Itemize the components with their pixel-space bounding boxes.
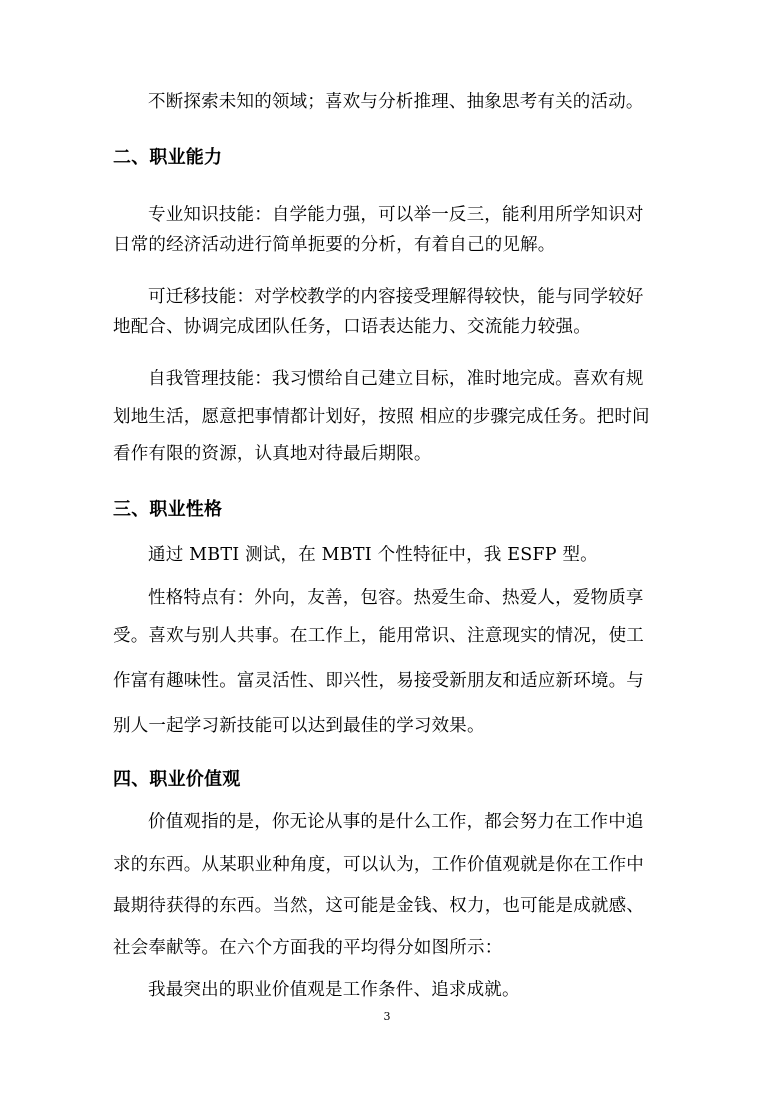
paragraph-line: 受。喜欢与别人共事。在工作上，能用常识、注意现实的情况，使工 — [113, 626, 644, 646]
paragraph-line: 社会奉献等。在六个方面我的平均得分如图所示： — [113, 938, 503, 958]
paragraph-line: 可迁移技能：对学校教学的内容接受理解得较快，能与同学较好 — [148, 287, 644, 307]
paragraph-line: 性格特点有：外向，友善，包容。热爱生命、热爱人，爱物质享 — [148, 588, 644, 608]
paragraph-line: 地配合、协调完成团队任务，口语表达能力、交流能力较强。 — [113, 317, 591, 337]
paragraph-line: 自我管理技能：我习惯给自己建立目标，准时地完成。喜欢有规 — [148, 369, 644, 389]
section-heading-ability: 二、职业能力 — [113, 147, 223, 168]
paragraph-line: 看作有限的资源，认真地对待最后期限。 — [113, 444, 432, 464]
paragraph-line: 求的东西。从某职业种角度，可以认为，工作价值观就是你在工作中 — [113, 855, 644, 875]
page-number: 3 — [383, 1010, 391, 1023]
paragraph-line: 专业知识技能：自学能力强，可以举一反三，能利用所学知识对 — [148, 205, 644, 225]
paragraph-line: 作富有趣味性。富灵活性、即兴性，易接受新朋友和适应新环境。与 — [113, 671, 644, 691]
section-heading-values: 四、职业价值观 — [113, 769, 241, 790]
paragraph-line: 别人一起学习新技能可以达到最佳的学习效果。 — [113, 716, 485, 736]
paragraph-line: 日常的经济活动进行简单扼要的分析，有着自己的见解。 — [113, 235, 556, 255]
paragraph-line: 价值观指的是，你无论从事的是什么工作，都会努力在工作中追 — [148, 812, 644, 832]
paragraph-line: 最期待获得的东西。当然，这可能是金钱、权力，也可能是成就感、 — [113, 896, 644, 916]
intro-line: 不断探索未知的领域；喜欢与分析推理、抽象思考有关的活动。 — [148, 92, 644, 112]
paragraph-line: 我最突出的职业价值观是工作条件、追求成就。 — [148, 980, 520, 1000]
paragraph-line: 通过 MBTI 测试，在 MBTI 个性特征中，我 ESFP 型。 — [148, 545, 598, 565]
paragraph-line: 划地生活，愿意把事情都计划好，按照 相应的步骤完成任务。把时间 — [113, 407, 650, 427]
section-heading-personality: 三、职业性格 — [113, 499, 223, 520]
